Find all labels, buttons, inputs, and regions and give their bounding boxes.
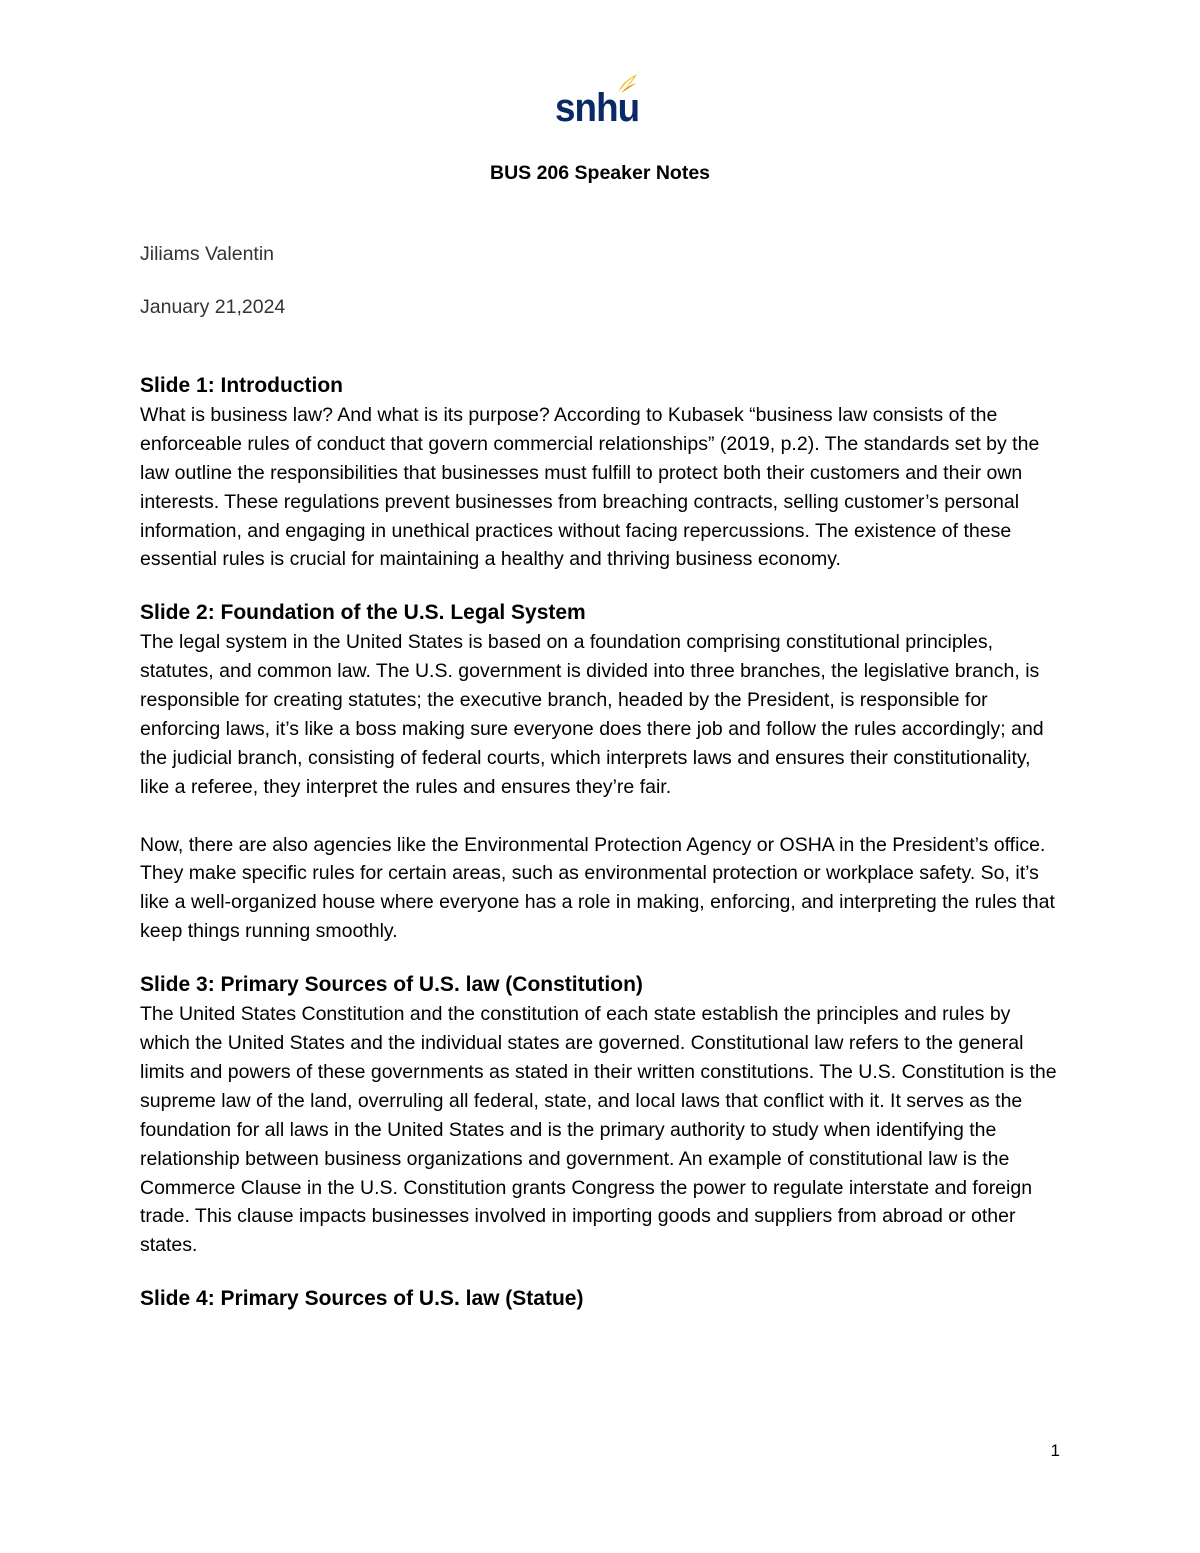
section-paragraph: What is business law? And what is its purpose? According to Kubasek “business law consists of the enforceable rules of conduct that govern commercial relationships” (2019, p.2). The standards set by the law outline the responsibilities that businesses must fulfill to protect both their customers and their own interests. These regulations prevent businesses from breaching contracts, selling customer’s personal information, and engaging in unethical practices without facing repercussions. The existence of these essential rules is crucial for maintaining a healthy and thriving business economy. <box>140 403 1040 571</box>
snhu-logo <box>555 72 639 134</box>
logo-wordmark: snhu <box>555 86 640 130</box>
author-name: Jiliams Valentin <box>140 243 275 265</box>
section-paragraph: The United States Constitution and the constitution of each state establish the principles and rules by which the United States and the individual states are governed. Constitutional law refers to the general limits and powers of these governments as stated in their written constitutions. The U.S. Constitution is the supreme law of the land, overruling all federal, state, and local laws that conflict with it. It serves as the foundation for all laws in the United States and is the primary authority to study when identifying the relationship between business organizations and government. An example of constitutional law is the Commerce Clause in the U.S. Constitution grants Congress the power to regulate interstate and foreign trade. This clause impacts businesses involved in importing goods and suppliers from abroad or other states. <box>140 1003 1057 1257</box>
section-paragraph: Now, there are also agencies like the Environmental Protection Agency or OSHA in the President’s office. They make specific rules for certain areas, such as environmental protection or workplace safety. So, it’s like a well-organized house where everyone has a role in making, enforcing, and interpreting the rules that keep things running smoothly. <box>140 833 1055 943</box>
section-heading: Slide 1: Introduction <box>140 374 343 397</box>
section-slide-4 <box>140 1285 1060 1314</box>
section-paragraph: The legal system in the United States is based on a foundation comprising constitutional principles, statutes, and common law. The U.S. government is divided into three branches, the legislative branch, is responsible for creating statutes; the executive branch, headed by the President, is responsible for enforcing laws, it’s like a boss making sure everyone does there job and follow the rules accordingly; and the judicial branch, consisting of federal courts, which interprets laws and ensures their constitutionality, like a referee, they interpret the rules and ensures they’re fair. <box>140 631 1044 798</box>
document-date: January 21,2024 <box>140 296 286 318</box>
section-heading: Slide 3: Primary Sources of U.S. law (Constitution) <box>140 973 643 997</box>
document-title: BUS 206 Speaker Notes <box>489 162 711 184</box>
section-slide-2 <box>140 599 1060 946</box>
document-body <box>140 372 1060 1339</box>
section-slide-1 <box>140 372 1060 574</box>
page-number: 1 <box>1050 1441 1060 1460</box>
section-slide-3 <box>140 971 1060 1260</box>
section-heading: Slide 4: Primary Sources of U.S. law (Statue) <box>140 1287 584 1311</box>
section-heading: Slide 2: Foundation of the U.S. Legal System <box>140 601 586 625</box>
